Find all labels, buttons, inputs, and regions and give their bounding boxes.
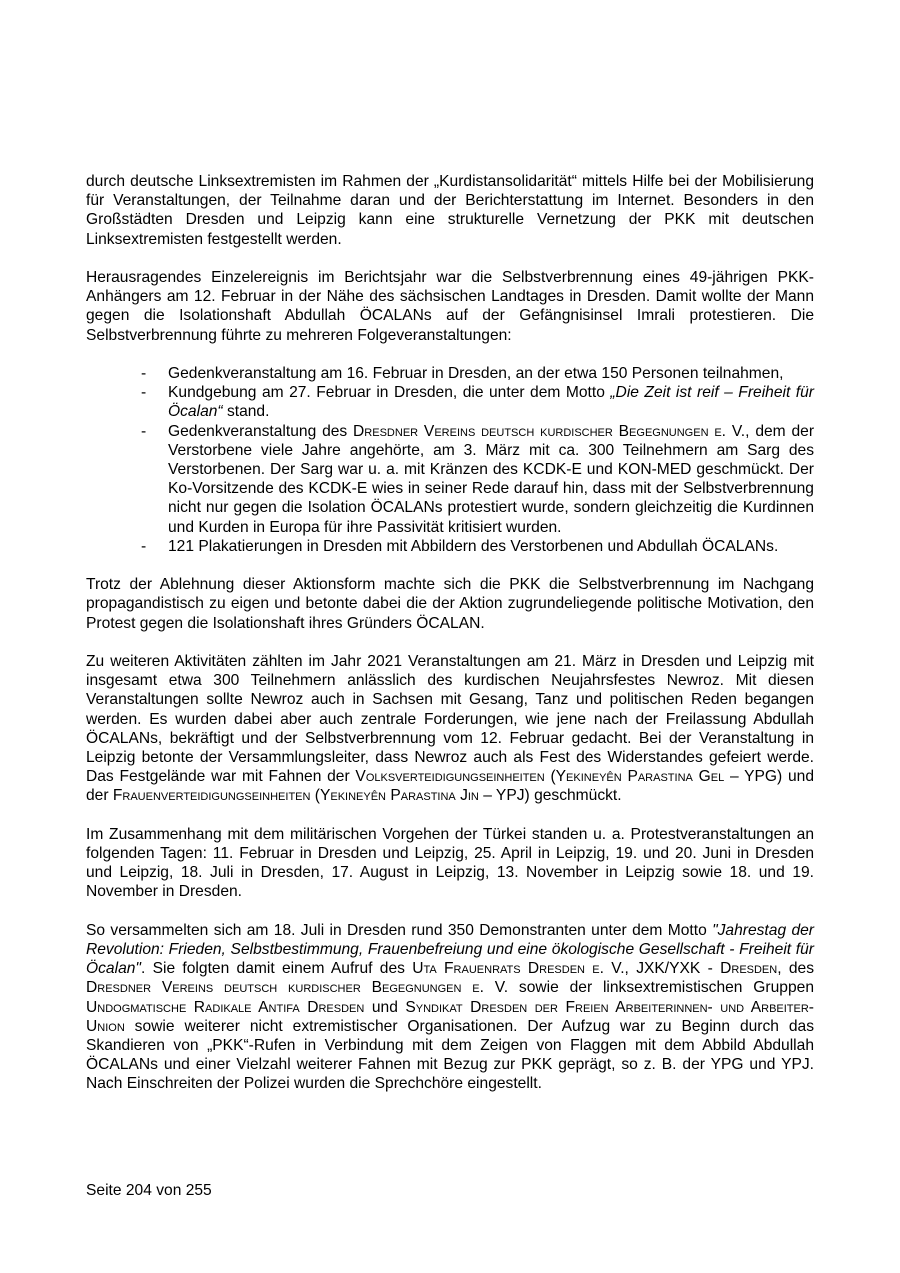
paragraph-protests: Im Zusammenhang mit dem militärischen Vorgehen der Türkei standen u. a. Protestveranstaltungen an folgenden Tagen: 11. Februar in Dresden und Leipzig, 25. April in Leipzig, 19. und 20. Juni in Dresden und Leipzig, 18. Juli in Dresden, 17. August in Leipzig, 13. November in Leipzig sowie 18. und 19. November in Dresden. bbox=[86, 825, 814, 901]
organization-name: Undogmatische Radikale Antifa Dresden bbox=[86, 998, 365, 1016]
list-item: - Gedenkveranstaltung des Dresdner Vereins deutsch kurdischer Begegnungen e. V., dem der Verstorbene viele Jahre angehörte, am 3. März mit ca. 300 Teilnehmern am Sarg des Verstorbenen. Der Sarg war u. a. mit Kränzen des KCDK-E und KON-MED geschmückt. Der Ko-Vorsitzende des KCDK-E wies in seiner Rede darauf hin, dass mit der Selbstverbrennung nicht nur gegen die Isolation ÖCALANs protestiert wurde, sondern gleichzeitig die Kurdinnen und Kurden in Europa für ihre Passivität kritisiert wurden. bbox=[141, 422, 815, 536]
motto-text: „Die Zeit ist reif – Freiheit für Öcalan“ bbox=[168, 384, 814, 421]
organization-name: Uta Frauenrats Dresden e. V., JXK/YXK - Dresden bbox=[412, 960, 778, 978]
paragraph-self-immolation: Herausragendes Einzelereignis im Berichtsjahr war die Selbstverbrennung eines 49-jährigen PKK-Anhängers am 12. Februar in der Nähe des sächsischen Landtages in Dresden. Damit wollte der Mann gegen die Isolationshaft Abdullah ÖCALANs auf der Gefängnisinsel Imrali protestieren. Die Selbstverbrennung führte zu mehreren Folgeveranstaltungen: bbox=[86, 269, 814, 344]
organization-name: Volksverteidigungseinheiten (Yekineyên Parastina Gel – YPG) bbox=[355, 768, 783, 786]
motto-text: "Jahrestag der Revolution: Frieden, Selbstbestimmung, Frauenbefreiung und eine ökologische Gesellschaft - Freiheit für Öcalan" bbox=[86, 921, 814, 978]
organization-name: Frauenverteidigungseinheiten (Yekineyên Parastina Jin – YPJ) bbox=[112, 787, 530, 805]
list-item: - Kundgebung am 27. Februar in Dresden, die unter dem Motto „Die Zeit ist reif – Freiheit für Öcalan“ stand. bbox=[141, 384, 814, 421]
organization-name: Syndikat Dresden der Freien Arbeiterinnen- und Arbeiter-Union bbox=[86, 998, 814, 1035]
document-body bbox=[86, 172, 814, 1113]
follow-up-events-list bbox=[86, 364, 814, 556]
paragraph-intro: durch deutsche Linksextremisten im Rahmen der „Kurdistansolidarität“ mittels Hilfe bei der Mobilisierung für Veranstaltungen, der Teilnahme daran und der Berichterstattung im Internet. Besonders in den Großstädten Dresden und Leipzig kann eine strukturelle Vernetzung der PKK mit deutschen Linksextremisten festgestellt werden. bbox=[86, 173, 814, 248]
organization-name: Dresdner Vereins deutsch kurdischer Begegnungen e. V. bbox=[86, 979, 509, 997]
paragraph-demonstration: So versammelten sich am 18. Juli in Dresden rund 350 Demonstranten unter dem Motto "Jahrestag der Revolution: Frieden, Selbstbestimmung, Frauenbefreiung und eine ökologische Gesellschaft - Freiheit für Öcalan". Sie folgten damit einem Aufruf des Uta Frauenrats Dresden e. V., JXK/YXK - Dresden, des Dresdner Vereins deutsch kurdischer Begegnungen e. V. sowie der linksextremistischen Gruppen Undogmatische Radikale Antifa Dresden und Syndikat Dresden der Freien Arbeiterinnen- und Arbeiter-Union sowie weiterer nicht extremistischer Organisationen. Der Aufzug war zu Beginn durch das Skandieren von „PKK“-Rufen in Verbindung mit dem Zeigen von Flaggen mit dem Abbild Abdullah ÖCALANs und einer Vielzahl weiterer Fahnen mit Bezug zur PKK geprägt, so z. B. der YPG und YPJ. Nach Einschreiten der Polizei wurden die Sprechchöre eingestellt. bbox=[86, 921, 814, 1093]
paragraph-propaganda: Trotz der Ablehnung dieser Aktionsform machte sich die PKK die Selbstverbrennung im Nachgang propagandistisch zu eigen und betonte dabei die der Aktion zugrundeliegende politische Motivation, den Protest gegen die Isolationshaft ihres Gründers ÖCALAN. bbox=[86, 576, 814, 632]
list-item: - Gedenkveranstaltung am 16. Februar in Dresden, an der etwa 150 Personen teilnahmen, bbox=[141, 365, 784, 382]
paragraph-newroz: Zu weiteren Aktivitäten zählten im Jahr 2021 Veranstaltungen am 21. März in Dresden und Leipzig mit insgesamt etwa 300 Teilnehmern anlässlich des kurdischen Neujahrsfestes Newroz. Mit diesen Veranstaltungen sollte Newroz auch in Sachsen mit Gesang, Tanz und politischen Reden begangen werden. Es wurden dabei aber auch zentrale Forderungen, wie jene nach der Freilassung Abdullah ÖCALANs, bekräftigt und der Selbstverbrennung vom 12. Februar gedacht. Bei der Veranstaltung in Leipzig betonte der Versammlungsleiter, dass Newroz auch als Fest des Widerstandes gefeiert werde. Das Festgelände war mit Fahnen der Volksverteidigungseinheiten (Yekineyên Parastina Gel – YPG) und der Frauenverteidigungseinheiten (Yekineyên Parastina Jin – YPJ) geschmückt. bbox=[86, 653, 814, 805]
list-item: - 121 Plakatierungen in Dresden mit Abbildern des Verstorbenen und Abdullah ÖCALANs. bbox=[141, 537, 779, 555]
page-number: Seite 204 von 255 bbox=[86, 1182, 212, 1199]
organization-name: Dresdner Vereins deutsch kurdischer Begegnungen e. V. bbox=[353, 422, 746, 440]
